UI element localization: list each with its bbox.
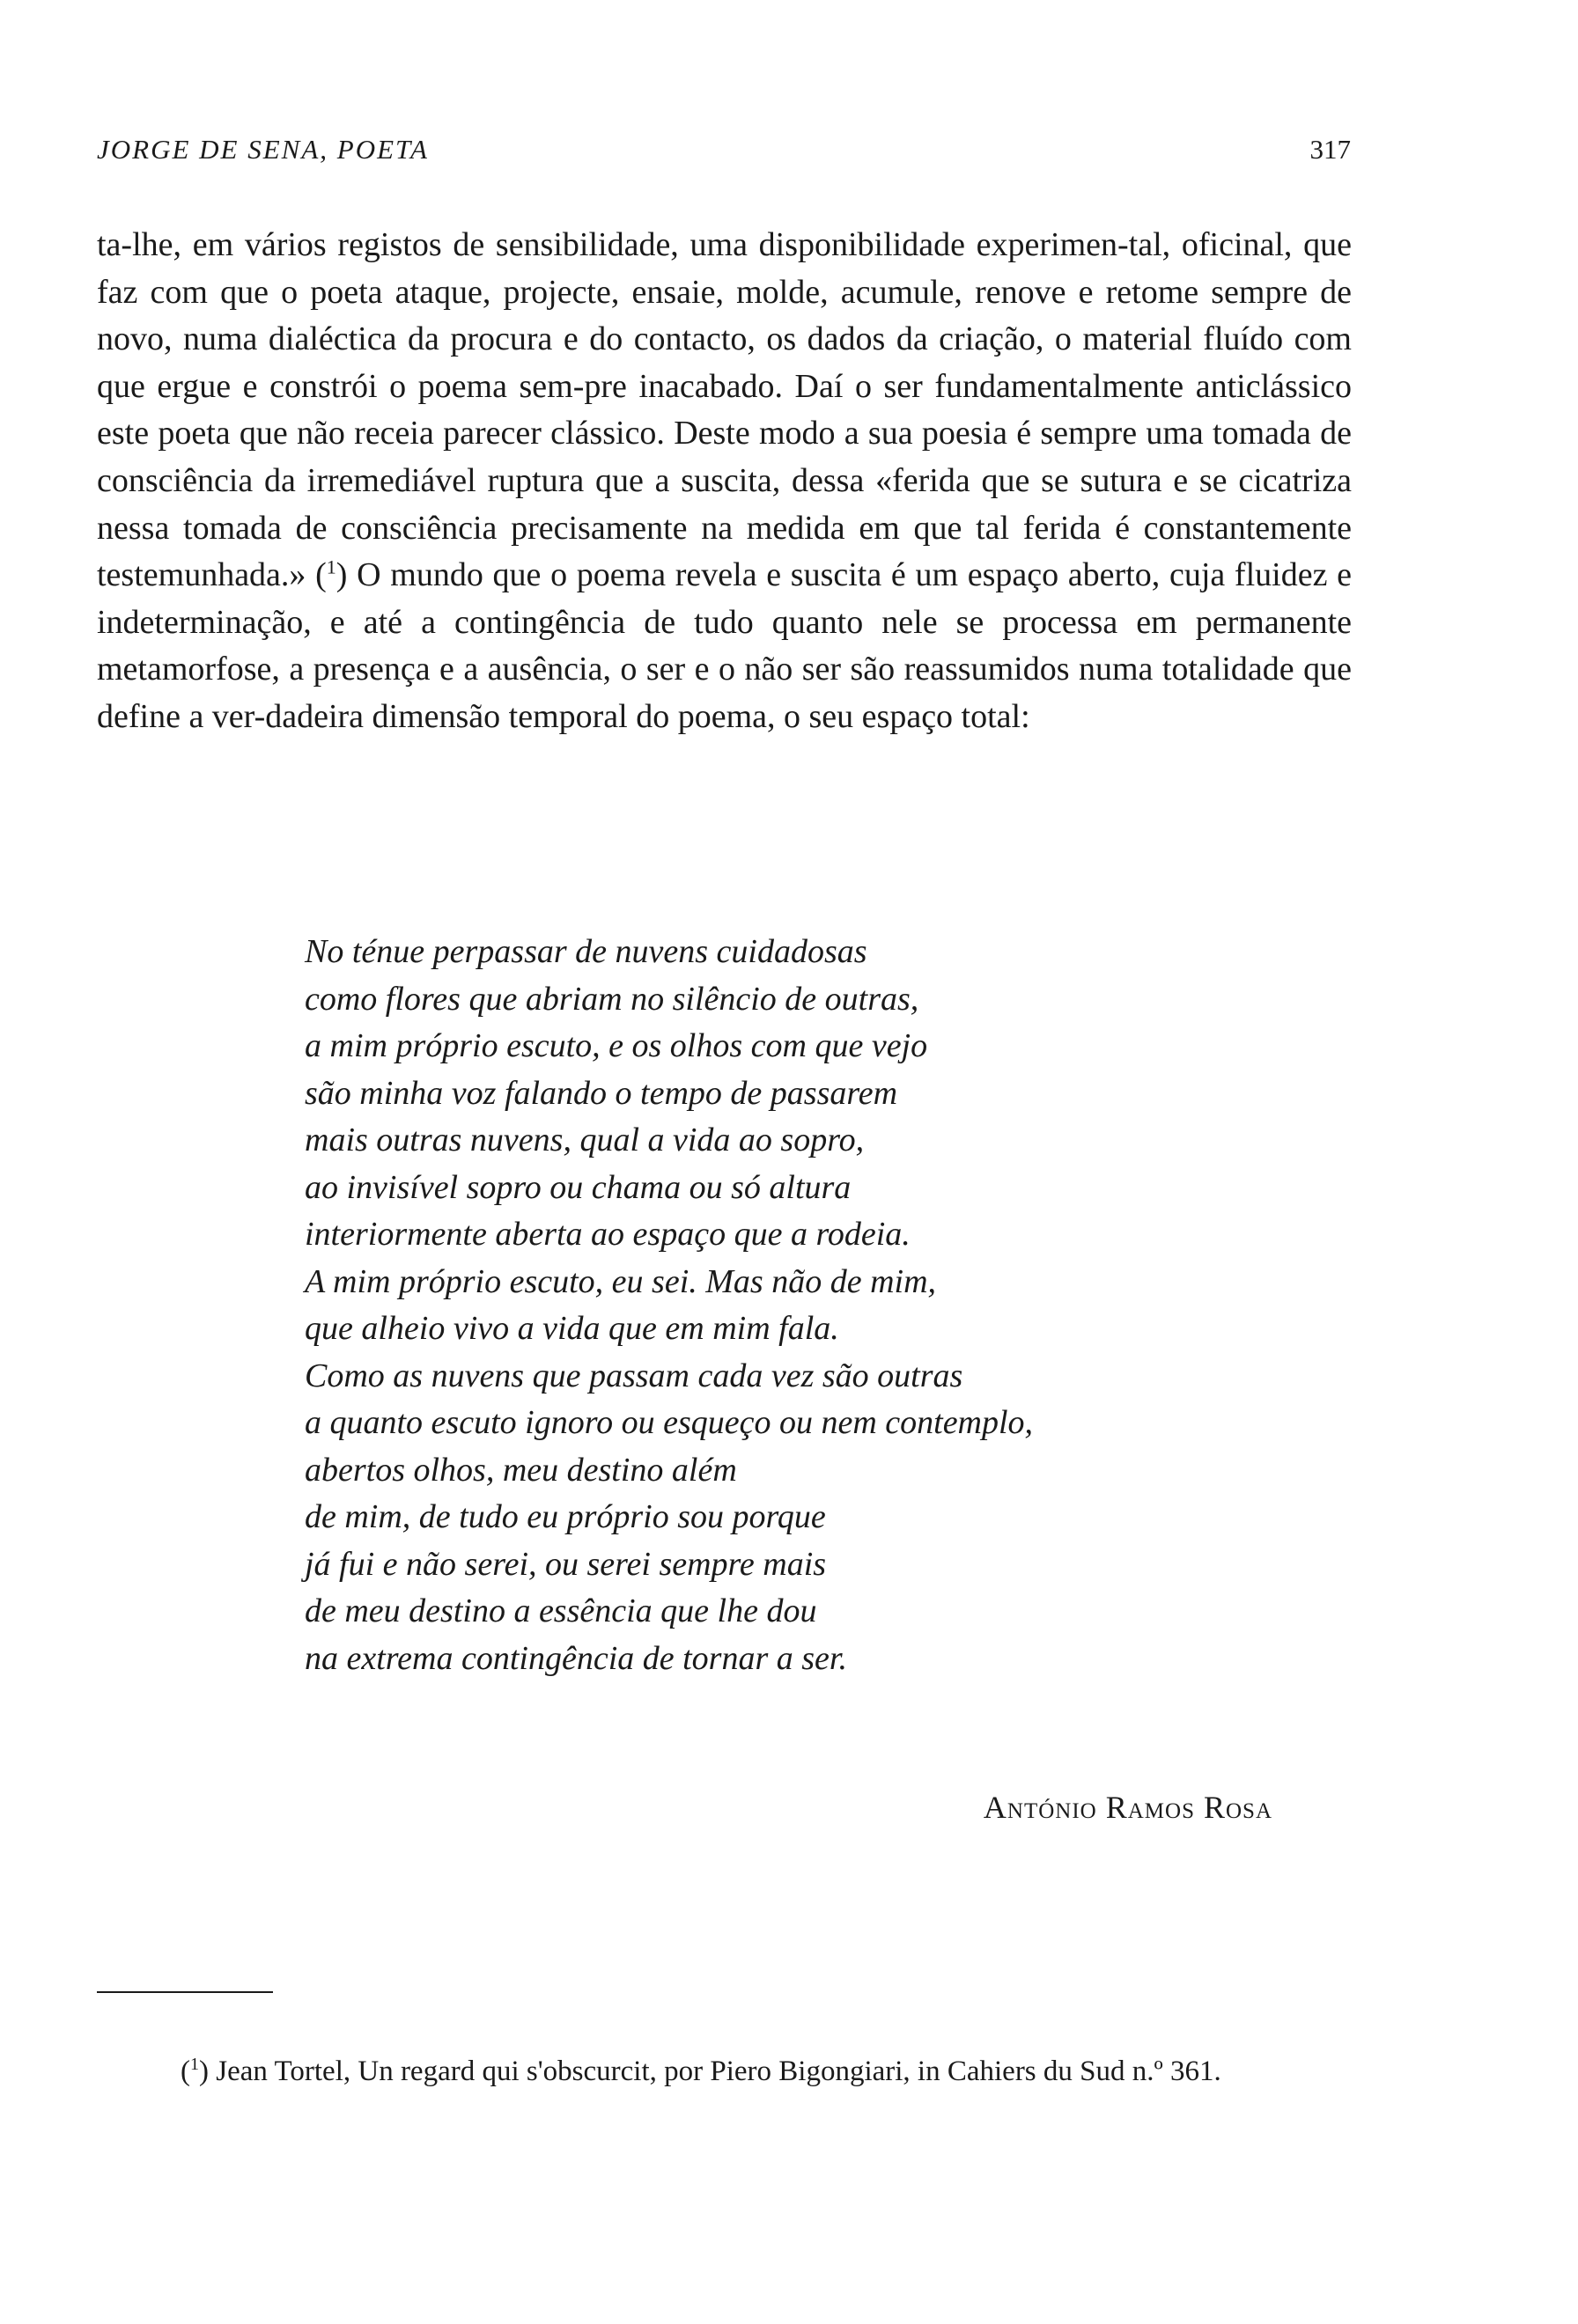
poem-block: [305, 929, 1033, 1682]
poem-line: são minha voz falando o tempo de passarem: [305, 1074, 898, 1112]
body-paragraph: [97, 222, 1352, 741]
body-text-part-1: ta-lhe, em vários registos de sensibilidade, uma disponibilidade experimen-tal, oficinal, que faz com que o poeta ataque, projecte, ensaie, molde, acumule, renove e retome sempre de novo, numa dialéctica da procura e do contacto, os dados da criação, o material fluído com que ergue e constrói o poema sem-pre inacabado. Daí o ser fundamentalmente anticlássico este poeta que não receia parecer clássico. Deste modo a sua poesia é sempre uma tomada de consciência da irremediável ruptura que a suscita, dessa «ferida que se sutura e se cicatriza nessa tomada de consciência precisamente na medida em que tal ferida é constantemente testemunhada.» (: [97, 226, 1352, 594]
author-signature: António Ramos Rosa: [983, 1790, 1272, 1825]
poem-line: a mim próprio escuto, e os olhos com que vejo: [305, 1027, 928, 1064]
poem-line: ao invisível sopro ou chama ou só altura: [305, 1168, 852, 1206]
poem-line: de mim, de tudo eu próprio sou porque: [305, 1498, 826, 1535]
footnote: [97, 2049, 1352, 2094]
poem-line: a quanto escuto ignoro ou esqueço ou nem contemplo,: [305, 1404, 1034, 1441]
running-title: JORGE DE SENA, POETA: [97, 134, 429, 165]
poem-line: mais outras nuvens, qual a vida ao sopro,: [305, 1122, 865, 1158]
poem-line: já fui e não serei, ou serei sempre mais: [305, 1545, 827, 1583]
footnote-open-paren: (: [181, 2056, 190, 2087]
page-number: 317: [1309, 134, 1351, 165]
footnote-reference: 1: [326, 555, 336, 578]
poem-line: abertos olhos, meu destino além: [305, 1451, 737, 1489]
poem-line: de meu destino a essência que lhe dou: [305, 1592, 817, 1629]
poem-line: No ténue perpassar de nuvens cuidadosas: [305, 933, 867, 970]
body-text-part-2: ) O mundo que o poema revela e suscita é um espaço aberto, cuja fluidez e indeterminação, e até a contingência de tudo quanto nele se processa em permanente metamorfose, a presença e a ausência, o ser e o não ser são reassumidos numa totalidade que define a ver-dadeira dimensão temporal do poema, o seu espaço total:: [97, 556, 1352, 735]
footnote-marker: 1: [190, 2055, 199, 2074]
poem-line: Como as nuvens que passam cada vez são outras: [305, 1357, 963, 1394]
poem-line: que alheio vivo a vida que em mim fala.: [305, 1310, 839, 1347]
poem-line: A mim próprio escuto, eu sei. Mas não de mim,: [305, 1262, 937, 1300]
footnote-divider: [97, 1991, 273, 1993]
poem-line: na extrema contingência de tornar a ser.: [305, 1639, 847, 1677]
poem-line: como flores que abriam no silêncio de outras,: [305, 980, 919, 1018]
poem-line: interiormente aberta ao espaço que a rodeia.: [305, 1216, 911, 1253]
footnote-text: ) Jean Tortel, Un regard qui s'obscurcit, por Piero Bigongiari, in Cahiers du Sud n.º 361.: [199, 2056, 1221, 2087]
